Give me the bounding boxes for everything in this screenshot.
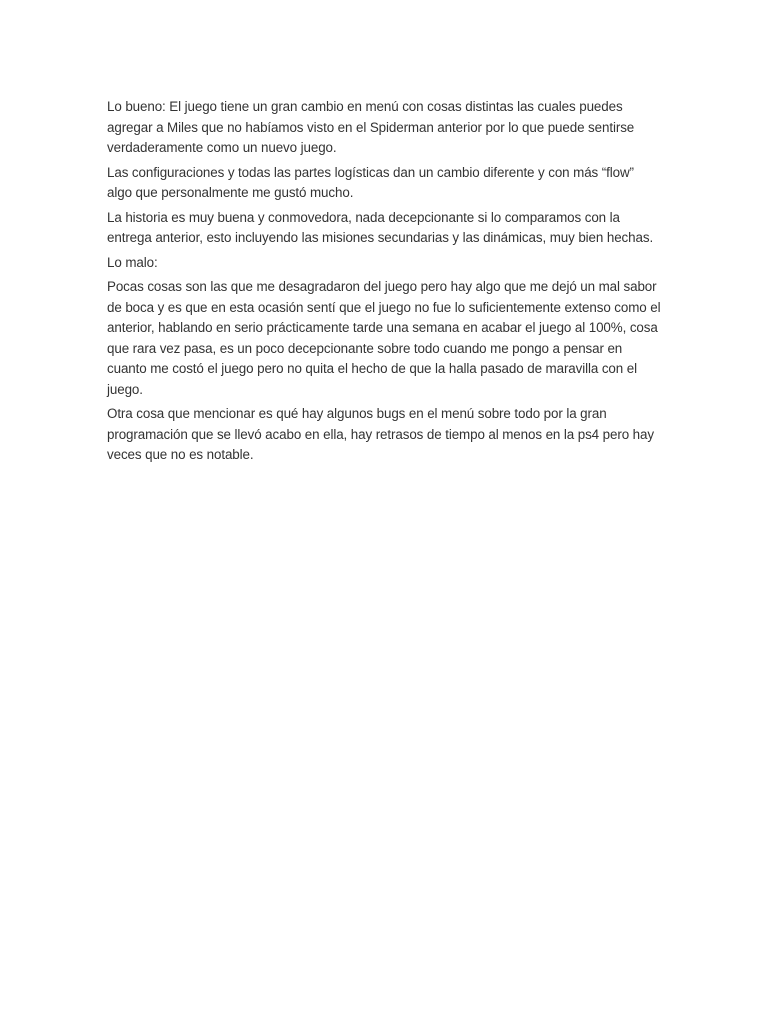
text-line: Lo malo: <box>107 254 158 270</box>
document-body <box>107 97 667 470</box>
text-line: entrega anterior, esto incluyendo las misiones secundarias y las dinámicas, muy bien hechas. <box>107 230 654 245</box>
text-line: algo que personalmente me gustó mucho. <box>107 185 354 200</box>
paragraph-otra-cosa <box>107 404 667 466</box>
text-line: La historia es muy buena y conmovedora, nada decepcionante si lo comparamos con la <box>107 209 620 225</box>
paragraph-pocas-cosas <box>107 277 667 400</box>
paragraph-historia <box>107 208 667 249</box>
text-line: Otra cosa que mencionar es qué hay algunos bugs en el menú sobre todo por la gran <box>107 406 607 421</box>
text-line: juego. <box>107 381 143 397</box>
heading-lo-malo <box>107 253 667 274</box>
text-line: Lo bueno: El juego tiene un gran cambio en menú con cosas distintas las cuales puedes <box>107 99 623 114</box>
paragraph-lo-bueno <box>107 97 667 159</box>
text-line: de boca y es que en esta ocasión sentí que el juego no fue lo suficientemente extenso como el <box>107 299 661 315</box>
text-line: Pocas cosas son las que me desagradaron del juego pero hay algo que me dejó un mal sabor <box>107 279 657 294</box>
text-line: cuanto me costó el juego pero no quita el hecho de que la halla pasado de maravilla con el <box>107 361 637 376</box>
text-line: Las configuraciones y todas las partes logísticas dan un cambio diferente y con más “flow” <box>107 164 634 180</box>
text-line: verdaderamente como un nuevo juego. <box>107 140 337 155</box>
text-line: veces que no es notable. <box>107 447 254 462</box>
paragraph-configuraciones <box>107 163 667 204</box>
text-line: programación que se llevó acabo en ella, hay retrasos de tiempo al menos en la ps4 pero hay <box>107 426 654 442</box>
text-line: que rara vez pasa, es un poco decepcionante sobre todo cuando me pongo a pensar en <box>107 340 623 356</box>
text-line: anterior, hablando en serio prácticamente tarde una semana en acabar el juego al 100%, cosa <box>107 320 658 335</box>
text-line: agregar a Miles que no habíamos visto en el Spiderman anterior por lo que puede sentirse <box>107 119 635 135</box>
